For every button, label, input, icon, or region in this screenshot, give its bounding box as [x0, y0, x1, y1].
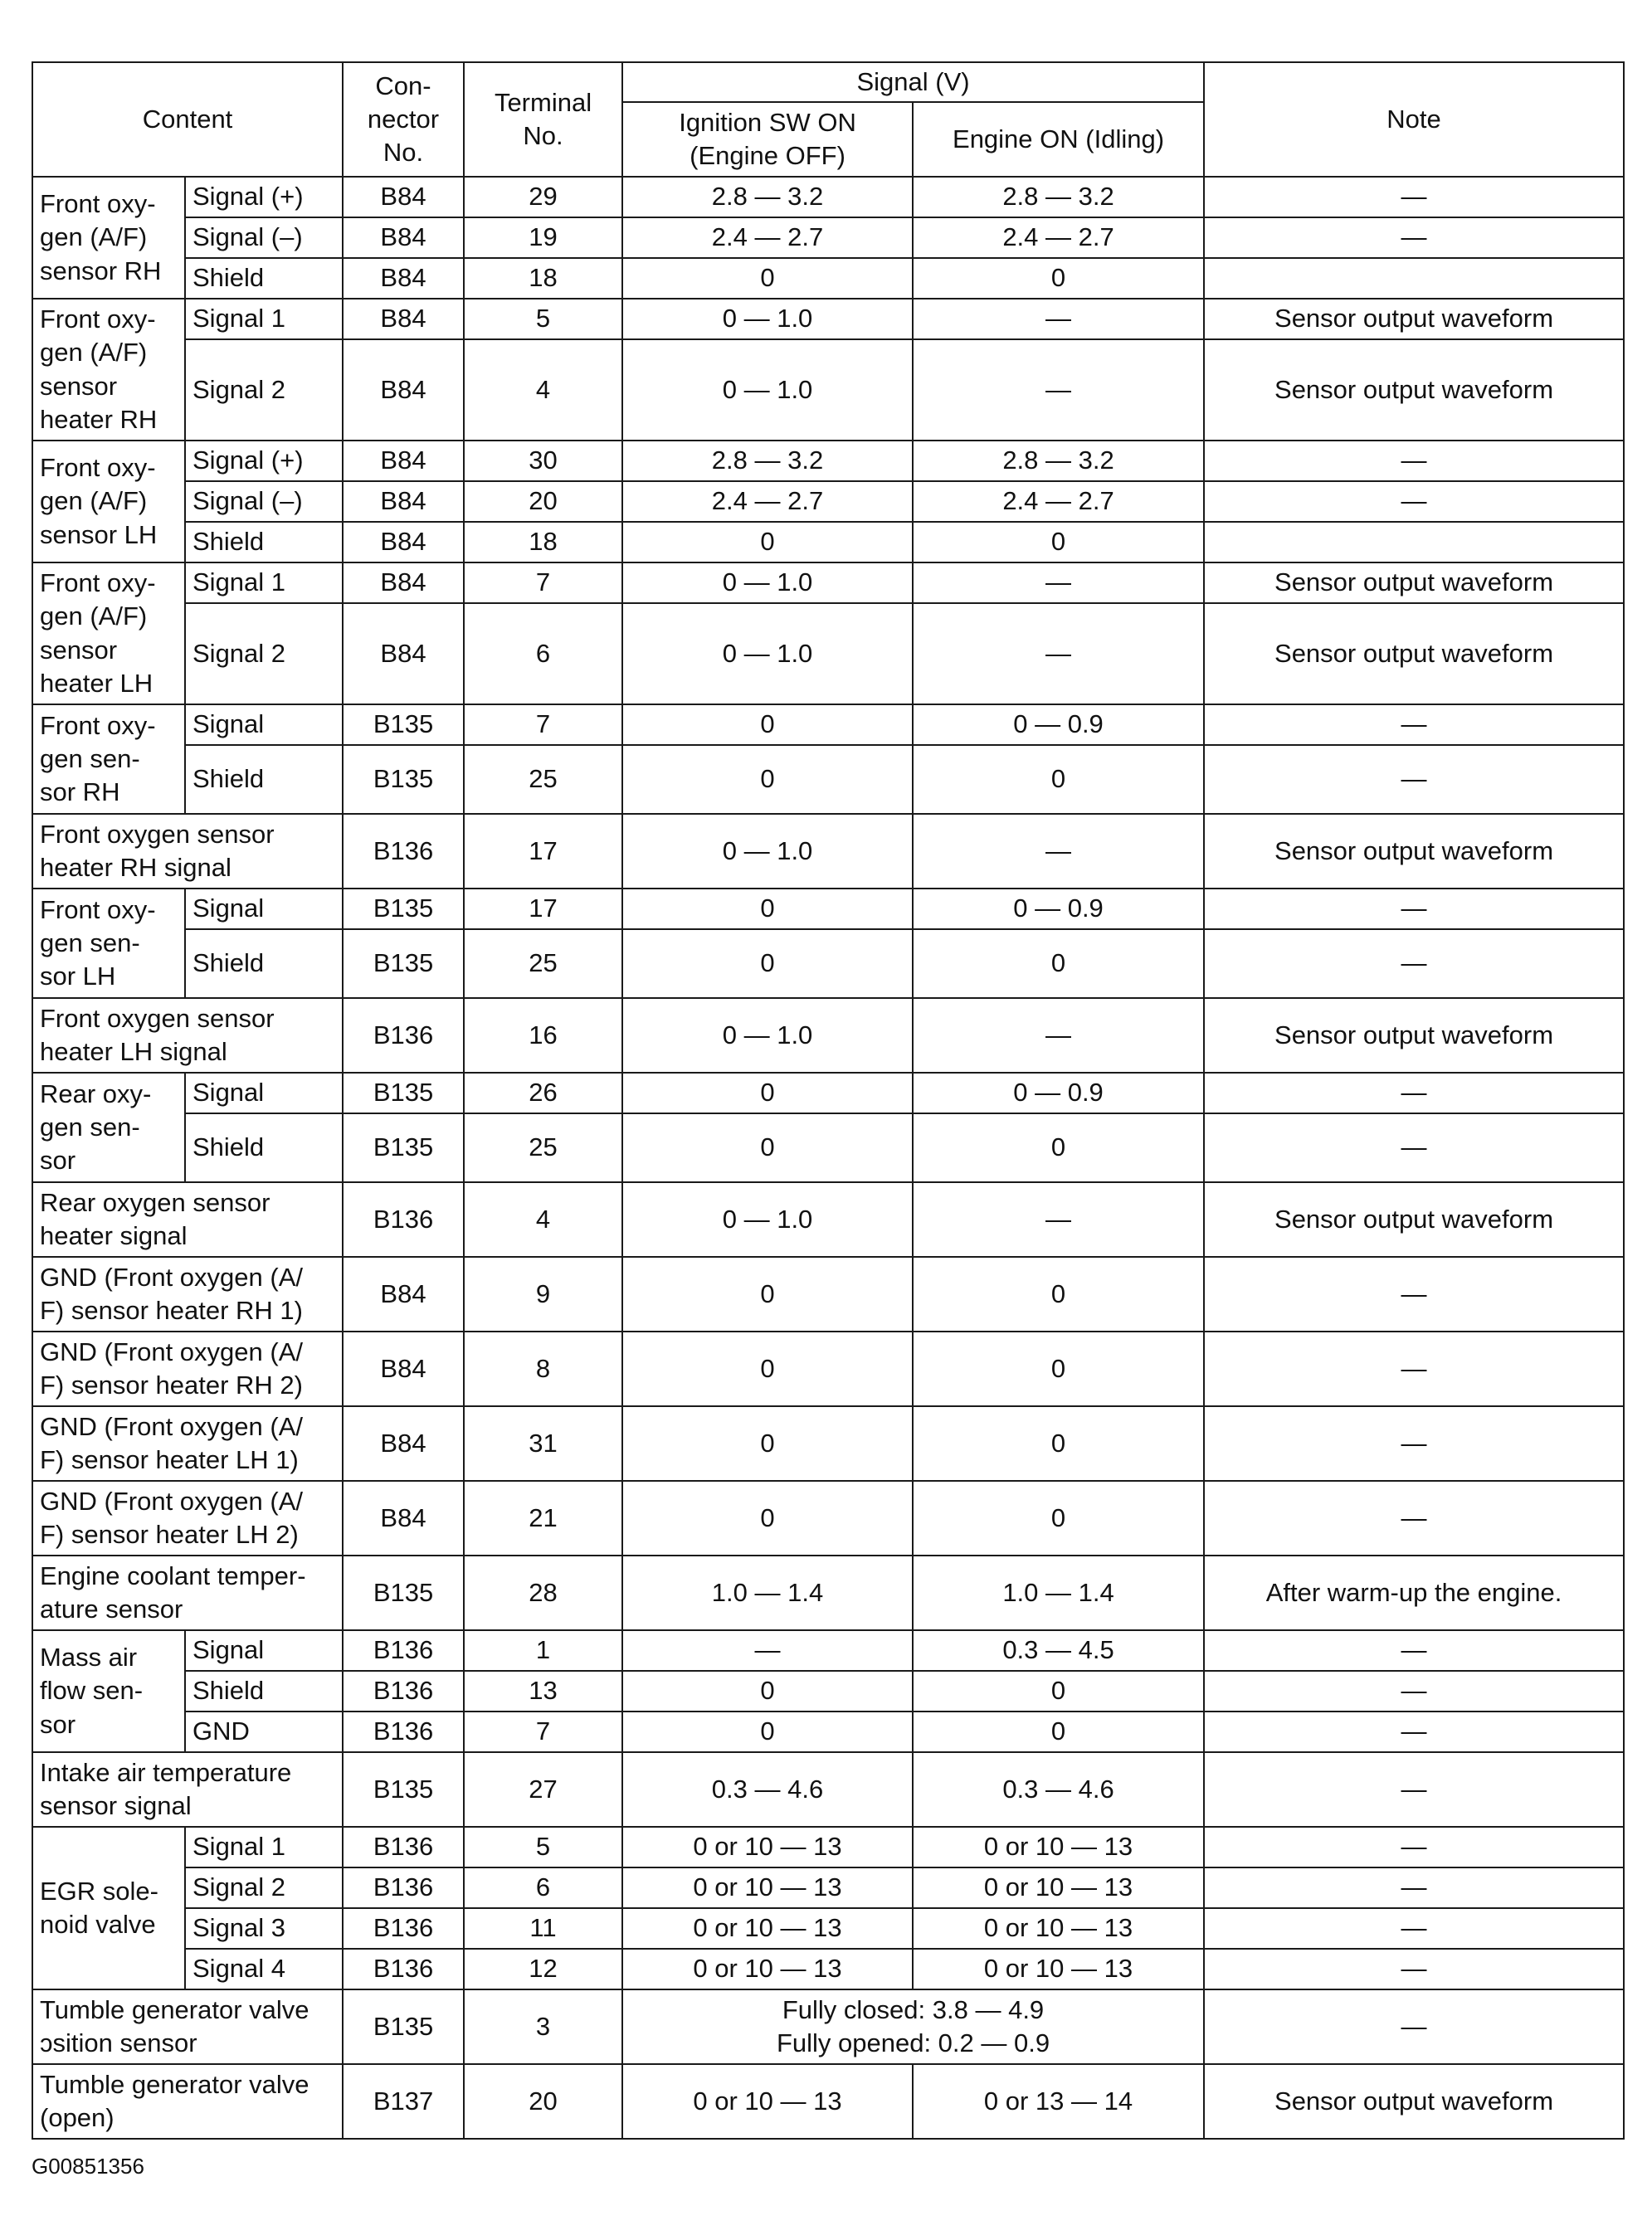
- content-label: Tumble generator valve (open): [32, 2064, 343, 2139]
- table-row: [32, 562, 1624, 603]
- connector-no: B135: [343, 1989, 464, 2064]
- note: —: [1204, 1113, 1624, 1182]
- table-row: [32, 814, 1624, 889]
- table-row: [32, 1712, 1624, 1752]
- terminal-no: 13: [464, 1671, 622, 1712]
- signal-engine-idling: 0 or 10 — 13: [913, 1827, 1204, 1867]
- terminal-no: 25: [464, 929, 622, 998]
- terminal-no: 20: [464, 2064, 622, 2139]
- signal-ignition-on: 0: [622, 929, 913, 998]
- signal-engine-idling: 0 or 10 — 13: [913, 1949, 1204, 1989]
- signal-ignition-on: 0 — 1.0: [622, 339, 913, 441]
- header-terminal: Terminal No.: [464, 62, 622, 177]
- signal-engine-idling: —: [913, 299, 1204, 339]
- signal-name: Signal 3: [185, 1908, 343, 1949]
- header-content: Content: [32, 62, 343, 177]
- signal-name: Signal 1: [185, 1827, 343, 1867]
- table-row: [32, 1113, 1624, 1182]
- connector-no: B136: [343, 1867, 464, 1908]
- signal-name: Signal 2: [185, 1867, 343, 1908]
- signal-ignition-on: 0: [622, 1332, 913, 1406]
- signal-ignition-on: 0.3 — 4.6: [622, 1752, 913, 1827]
- table-row: [32, 1630, 1624, 1671]
- note: —: [1204, 889, 1624, 929]
- signal-engine-idling: 0.3 — 4.6: [913, 1752, 1204, 1827]
- signal-ignition-on: 0: [622, 1257, 913, 1332]
- table-row: [32, 1257, 1624, 1332]
- connector-no: B136: [343, 998, 464, 1073]
- signal-ignition-on: 0: [622, 1113, 913, 1182]
- signal-engine-idling: 0: [913, 1332, 1204, 1406]
- signal-ignition-on: 0: [622, 1671, 913, 1712]
- signal-ignition-on: 0: [622, 1481, 913, 1556]
- note: Sensor output waveform: [1204, 603, 1624, 704]
- signal-ignition-on: 0 or 10 — 13: [622, 1867, 913, 1908]
- connector-no: B136: [343, 814, 464, 889]
- signal-engine-idling: 0 or 10 — 13: [913, 1867, 1204, 1908]
- note: [1204, 522, 1624, 562]
- note: —: [1204, 1481, 1624, 1556]
- connector-no: B84: [343, 481, 464, 522]
- connector-no: B135: [343, 1752, 464, 1827]
- terminal-no: 17: [464, 889, 622, 929]
- terminal-no: 19: [464, 217, 622, 258]
- table-row: [32, 603, 1624, 704]
- note: —: [1204, 1406, 1624, 1481]
- note: Sensor output waveform: [1204, 562, 1624, 603]
- terminal-no: 28: [464, 1556, 622, 1630]
- terminal-no: 7: [464, 704, 622, 745]
- terminal-no: 9: [464, 1257, 622, 1332]
- signal-name: Signal: [185, 704, 343, 745]
- terminal-no: 7: [464, 562, 622, 603]
- terminal-no: 20: [464, 481, 622, 522]
- table-row: [32, 1908, 1624, 1949]
- table-row: [32, 177, 1624, 217]
- note: —: [1204, 1908, 1624, 1949]
- note: After warm-up the engine.: [1204, 1556, 1624, 1630]
- note: —: [1204, 1630, 1624, 1671]
- connector-no: B84: [343, 217, 464, 258]
- table-row: [32, 217, 1624, 258]
- connector-no: B135: [343, 1073, 464, 1113]
- signal-ignition-on: 2.4 — 2.7: [622, 217, 913, 258]
- signal-engine-idling: 2.4 — 2.7: [913, 217, 1204, 258]
- table-row: [32, 745, 1624, 814]
- signal-engine-idling: 0: [913, 1712, 1204, 1752]
- header-ignition-on: Ignition SW ON (Engine OFF): [622, 102, 913, 177]
- table-row: [32, 1949, 1624, 1989]
- signal-ignition-on: 0: [622, 1712, 913, 1752]
- signal-name: GND: [185, 1712, 343, 1752]
- signal-ignition-on: 0: [622, 745, 913, 814]
- connector-no: B136: [343, 1182, 464, 1257]
- signal-engine-idling: —: [913, 1182, 1204, 1257]
- signal-engine-idling: —: [913, 562, 1204, 603]
- signal-ignition-on: 0: [622, 1406, 913, 1481]
- table-row: [32, 299, 1624, 339]
- note: Sensor output waveform: [1204, 299, 1624, 339]
- content-label: Engine coolant temper- ature sensor: [32, 1556, 343, 1630]
- connector-no: B136: [343, 1712, 464, 1752]
- note: —: [1204, 1671, 1624, 1712]
- table-row: [32, 1182, 1624, 1257]
- table-row: [32, 1989, 1624, 2064]
- signal-engine-idling: 0 or 13 — 14: [913, 2064, 1204, 2139]
- table-row: [32, 1556, 1624, 1630]
- signal-name: Signal (–): [185, 217, 343, 258]
- signal-ignition-on: 2.8 — 3.2: [622, 177, 913, 217]
- table-row: [32, 1481, 1624, 1556]
- note: —: [1204, 1752, 1624, 1827]
- content-label: Rear oxy- gen sen- sor: [32, 1073, 185, 1182]
- signal-engine-idling: 0 — 0.9: [913, 704, 1204, 745]
- content-label: Front oxygen sensor heater LH signal: [32, 998, 343, 1073]
- note: [1204, 258, 1624, 299]
- signal-ignition-on: 0 — 1.0: [622, 1182, 913, 1257]
- connector-no: B84: [343, 1332, 464, 1406]
- terminal-no: 3: [464, 1989, 622, 2064]
- signal-engine-idling: 0 — 0.9: [913, 1073, 1204, 1113]
- signal-ignition-on: 1.0 — 1.4: [622, 1556, 913, 1630]
- connector-no: B84: [343, 603, 464, 704]
- signal-ignition-on: —: [622, 1630, 913, 1671]
- terminal-no: 5: [464, 1827, 622, 1867]
- connector-no: B84: [343, 1481, 464, 1556]
- connector-no: B135: [343, 889, 464, 929]
- signal-engine-idling: 0: [913, 258, 1204, 299]
- table-row: [32, 1867, 1624, 1908]
- signal-ignition-on: 2.4 — 2.7: [622, 481, 913, 522]
- signal-engine-idling: —: [913, 814, 1204, 889]
- content-label: Front oxy- gen sen- sor RH: [32, 704, 185, 814]
- signal-ignition-on: 0 or 10 — 13: [622, 1908, 913, 1949]
- content-label: Front oxygen sensor heater RH signal: [32, 814, 343, 889]
- signal-name: Signal 4: [185, 1949, 343, 1989]
- content-label: GND (Front oxygen (A/ F) sensor heater RH 2): [32, 1332, 343, 1406]
- signal-engine-idling: 2.8 — 3.2: [913, 177, 1204, 217]
- terminal-no: 11: [464, 1908, 622, 1949]
- terminal-no: 4: [464, 1182, 622, 1257]
- connector-no: B135: [343, 745, 464, 814]
- note: Sensor output waveform: [1204, 1182, 1624, 1257]
- terminal-no: 26: [464, 1073, 622, 1113]
- content-label: Rear oxygen sensor heater signal: [32, 1182, 343, 1257]
- signal-ignition-on: 0 — 1.0: [622, 814, 913, 889]
- signal-name: Shield: [185, 258, 343, 299]
- signal-ignition-on: 0 or 10 — 13: [622, 1827, 913, 1867]
- signal-engine-idling: 1.0 — 1.4: [913, 1556, 1204, 1630]
- signal-engine-idling: 0: [913, 745, 1204, 814]
- table-row: [32, 889, 1624, 929]
- signal-name: Signal 1: [185, 299, 343, 339]
- signal-ignition-on: 0 or 10 — 13: [622, 2064, 913, 2139]
- signal-engine-idling: 0: [913, 1481, 1204, 1556]
- terminal-no: 18: [464, 258, 622, 299]
- signal-engine-idling: 2.8 — 3.2: [913, 441, 1204, 481]
- signal-engine-idling: 0: [913, 929, 1204, 998]
- signal-name: Shield: [185, 745, 343, 814]
- note: Sensor output waveform: [1204, 339, 1624, 441]
- connector-no: B136: [343, 1671, 464, 1712]
- connector-no: B84: [343, 1257, 464, 1332]
- connector-no: B84: [343, 299, 464, 339]
- signal-ignition-on: 0: [622, 258, 913, 299]
- header-connector: Con- nector No.: [343, 62, 464, 177]
- note: —: [1204, 1827, 1624, 1867]
- table-row: [32, 522, 1624, 562]
- signal-name: Signal 1: [185, 562, 343, 603]
- connector-no: B135: [343, 1556, 464, 1630]
- signal-ignition-on: 0 — 1.0: [622, 299, 913, 339]
- note: —: [1204, 441, 1624, 481]
- table-row: [32, 1073, 1624, 1113]
- table-row: [32, 704, 1624, 745]
- connector-no: B84: [343, 339, 464, 441]
- signal-engine-idling: 0: [913, 1113, 1204, 1182]
- content-label: Mass air flow sen- sor: [32, 1630, 185, 1752]
- content-label: Front oxy- gen (A/F) sensor LH: [32, 441, 185, 562]
- content-label: EGR sole- noid valve: [32, 1827, 185, 1989]
- terminal-no: 6: [464, 603, 622, 704]
- terminal-no: 16: [464, 998, 622, 1073]
- signal-ignition-on: 2.8 — 3.2: [622, 441, 913, 481]
- connector-no: B84: [343, 177, 464, 217]
- content-label: GND (Front oxygen (A/ F) sensor heater RH 1): [32, 1257, 343, 1332]
- signal-name: Shield: [185, 1671, 343, 1712]
- connector-no: B84: [343, 258, 464, 299]
- connector-no: B136: [343, 1908, 464, 1949]
- header-engine-idling: Engine ON (Idling): [913, 102, 1204, 177]
- terminal-no: 30: [464, 441, 622, 481]
- content-label: Front oxy- gen (A/F) sensor heater LH: [32, 562, 185, 704]
- signal-engine-idling: 0: [913, 1257, 1204, 1332]
- content-label: Intake air temperature sensor signal: [32, 1752, 343, 1827]
- signal-name: Signal: [185, 1073, 343, 1113]
- signal-ignition-on: 0 — 1.0: [622, 998, 913, 1073]
- terminal-no: 5: [464, 299, 622, 339]
- terminal-no: 1: [464, 1630, 622, 1671]
- signal-engine-idling: 2.4 — 2.7: [913, 481, 1204, 522]
- connector-no: B84: [343, 522, 464, 562]
- table-row: [32, 2064, 1624, 2139]
- table-row: [32, 1332, 1624, 1406]
- figure-code: G00851356: [32, 2154, 144, 2179]
- terminal-no: 21: [464, 1481, 622, 1556]
- terminal-no: 8: [464, 1332, 622, 1406]
- signal-name: Signal: [185, 889, 343, 929]
- terminal-no: 25: [464, 745, 622, 814]
- signal-ignition-on: 0 — 1.0: [622, 562, 913, 603]
- table-row: [32, 1827, 1624, 1867]
- note: —: [1204, 1867, 1624, 1908]
- table-row: [32, 1406, 1624, 1481]
- table-row: [32, 339, 1624, 441]
- content-label: Front oxy- gen sen- sor LH: [32, 889, 185, 998]
- signal-engine-idling: —: [913, 339, 1204, 441]
- content-label: GND (Front oxygen (A/ F) sensor heater LH 1): [32, 1406, 343, 1481]
- table-row: [32, 929, 1624, 998]
- connector-no: B135: [343, 704, 464, 745]
- signal-range-merged: Fully closed: 3.8 — 4.9 Fully opened: 0.2 — 0.9: [622, 1989, 1204, 2064]
- terminal-no: 7: [464, 1712, 622, 1752]
- terminal-no: 31: [464, 1406, 622, 1481]
- note: Sensor output waveform: [1204, 2064, 1624, 2139]
- connector-no: B84: [343, 1406, 464, 1481]
- signal-table: [32, 61, 1625, 2140]
- table-body: [32, 177, 1624, 2139]
- note: —: [1204, 1257, 1624, 1332]
- connector-no: B136: [343, 1827, 464, 1867]
- connector-no: B135: [343, 929, 464, 998]
- connector-no: B137: [343, 2064, 464, 2139]
- table-row: [32, 441, 1624, 481]
- table-row: [32, 481, 1624, 522]
- signal-name: Signal: [185, 1630, 343, 1671]
- content-label: Front oxy- gen (A/F) sensor RH: [32, 177, 185, 299]
- terminal-no: 17: [464, 814, 622, 889]
- signal-name: Signal (+): [185, 177, 343, 217]
- signal-name: Shield: [185, 1113, 343, 1182]
- signal-name: Shield: [185, 522, 343, 562]
- note: —: [1204, 1332, 1624, 1406]
- table-row: [32, 1752, 1624, 1827]
- terminal-no: 4: [464, 339, 622, 441]
- signal-engine-idling: 0 or 10 — 13: [913, 1908, 1204, 1949]
- table-row: [32, 998, 1624, 1073]
- signal-name: Signal (+): [185, 441, 343, 481]
- note: —: [1204, 217, 1624, 258]
- signal-ignition-on: 0: [622, 1073, 913, 1113]
- signal-ignition-on: 0: [622, 704, 913, 745]
- terminal-no: 25: [464, 1113, 622, 1182]
- content-label: Front oxy- gen (A/F) sensor heater RH: [32, 299, 185, 441]
- table-row: [32, 258, 1624, 299]
- signal-ignition-on: 0: [622, 522, 913, 562]
- signal-name: Shield: [185, 929, 343, 998]
- signal-engine-idling: 0: [913, 522, 1204, 562]
- terminal-no: 18: [464, 522, 622, 562]
- signal-ignition-on: 0 — 1.0: [622, 603, 913, 704]
- note: —: [1204, 929, 1624, 998]
- note: Sensor output waveform: [1204, 814, 1624, 889]
- content-label: GND (Front oxygen (A/ F) sensor heater LH 2): [32, 1481, 343, 1556]
- note: —: [1204, 1712, 1624, 1752]
- header-signal: Signal (V): [622, 62, 1204, 102]
- signal-ignition-on: 0: [622, 889, 913, 929]
- header-note: Note: [1204, 62, 1624, 177]
- terminal-no: 6: [464, 1867, 622, 1908]
- signal-engine-idling: —: [913, 603, 1204, 704]
- terminal-no: 12: [464, 1949, 622, 1989]
- signal-engine-idling: —: [913, 998, 1204, 1073]
- signal-engine-idling: 0.3 — 4.5: [913, 1630, 1204, 1671]
- connector-no: B84: [343, 562, 464, 603]
- note: —: [1204, 1989, 1624, 2064]
- note: —: [1204, 177, 1624, 217]
- signal-engine-idling: 0: [913, 1671, 1204, 1712]
- signal-name: Signal 2: [185, 603, 343, 704]
- table-row: [32, 1671, 1624, 1712]
- connector-no: B136: [343, 1949, 464, 1989]
- note: Sensor output waveform: [1204, 998, 1624, 1073]
- note: —: [1204, 481, 1624, 522]
- signal-engine-idling: 0 — 0.9: [913, 889, 1204, 929]
- terminal-no: 29: [464, 177, 622, 217]
- note: —: [1204, 1949, 1624, 1989]
- note: —: [1204, 704, 1624, 745]
- note: —: [1204, 1073, 1624, 1113]
- signal-engine-idling: 0: [913, 1406, 1204, 1481]
- connector-no: B136: [343, 1630, 464, 1671]
- signal-name: Signal (–): [185, 481, 343, 522]
- note: —: [1204, 745, 1624, 814]
- content-label: Tumble generator valve ɔsition sensor: [32, 1989, 343, 2064]
- signal-name: Signal 2: [185, 339, 343, 441]
- connector-no: B135: [343, 1113, 464, 1182]
- terminal-no: 27: [464, 1752, 622, 1827]
- connector-no: B84: [343, 441, 464, 481]
- signal-ignition-on: 0 or 10 — 13: [622, 1949, 913, 1989]
